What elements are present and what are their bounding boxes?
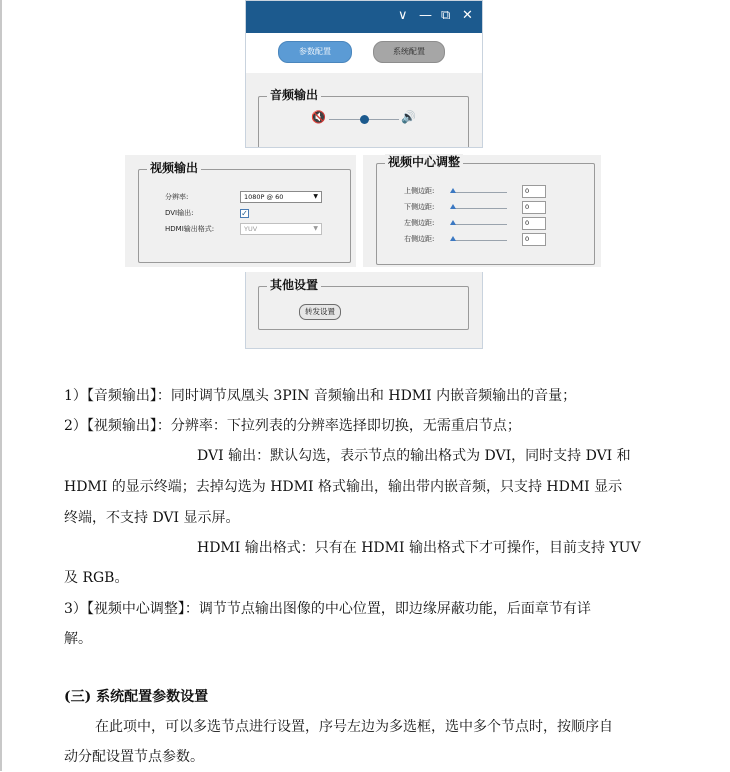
doc-line-9: 解。 <box>64 631 92 647</box>
top-margin-knob[interactable] <box>450 188 456 193</box>
doc-line-1: 1）【音频输出】：同时调节凤凰头 3PIN 音频输出和 HDMI 内嵌音频输出的音量； <box>64 388 577 404</box>
center-adjust-title: 视频中心调整 <box>385 154 463 170</box>
dropdown-arrow-icon: ▼ <box>313 193 318 200</box>
top-margin-label: 上侧边距: <box>404 187 435 195</box>
section-heading: (三) 系统配置参数设置 <box>64 689 209 705</box>
tab-param-config[interactable]: 参数配置 <box>278 41 352 63</box>
audio-output-group <box>258 88 469 148</box>
left-margin-label: 左侧边距: <box>404 219 435 227</box>
resolution-select[interactable] <box>240 191 322 203</box>
top-margin-input[interactable]: 0 <box>522 185 546 198</box>
dvi-output-label: DVI输出: <box>165 209 194 217</box>
dvi-output-checkbox[interactable]: ✓ <box>241 209 248 218</box>
doc-para-line-2: 动分配设置节点参数。 <box>64 749 204 765</box>
doc-line-6: HDMI 输出格式：只有在 HDMI 输出格式下才可操作，目前支持 YUV <box>197 540 641 556</box>
other-settings-title: 其他设置 <box>267 277 321 293</box>
restore-icon[interactable]: ⧉ <box>441 8 451 23</box>
video-output-title: 视频输出 <box>147 160 201 176</box>
chevron-down-icon[interactable]: ∨ <box>398 8 408 23</box>
audio-output-title: 音频输出 <box>267 87 321 103</box>
hdmi-format-select[interactable] <box>240 223 322 235</box>
doc-line-2: 2）【视频输出】：分辨率：下拉列表的分辨率选择即切换，无需重启节点； <box>64 418 521 434</box>
bottom-margin-slider[interactable] <box>451 208 507 209</box>
close-icon[interactable]: ✕ <box>462 8 473 23</box>
page-edge <box>0 0 2 771</box>
doc-line-8: 3）【视频中心调整】：调节节点输出图像的中心位置，即边缘屏蔽功能，后面章节有详 <box>64 601 591 617</box>
right-margin-label: 右侧边距: <box>404 235 435 243</box>
doc-line-3: DVI 输出：默认勾选，表示节点的输出格式为 DVI，同时支持 DVI 和 <box>197 448 631 464</box>
video-output-group <box>138 161 351 263</box>
bottom-margin-input[interactable]: 0 <box>522 201 546 214</box>
mute-icon[interactable]: 🔇 <box>311 110 326 124</box>
hdmi-format-value: YUV <box>244 225 258 233</box>
minimize-icon[interactable]: — <box>419 8 432 23</box>
center-adjust-panel <box>363 155 601 267</box>
forward-settings-button[interactable]: 转发设置 <box>299 304 341 320</box>
tab-row <box>246 33 482 73</box>
doc-line-5: 终端，不支持 DVI 显示屏。 <box>64 510 240 526</box>
volume-icon[interactable]: 🔊 <box>401 110 416 124</box>
config-window <box>245 0 483 148</box>
other-settings-window <box>245 272 483 349</box>
other-settings-group <box>258 278 469 330</box>
right-margin-knob[interactable] <box>450 236 456 241</box>
tab-system-config[interactable]: 系统配置 <box>373 41 445 63</box>
right-margin-slider[interactable] <box>451 240 507 241</box>
doc-line-4: HDMI 的显示终端；去掉勾选为 HDMI 格式输出，输出带内嵌音频，只支持 HDMI 显示 <box>64 479 623 495</box>
center-adjust-group <box>376 155 595 265</box>
bottom-margin-knob[interactable] <box>450 204 456 209</box>
top-margin-slider[interactable] <box>451 192 507 193</box>
left-margin-knob[interactable] <box>450 220 456 225</box>
right-margin-input[interactable]: 0 <box>522 233 546 246</box>
resolution-label: 分辨率: <box>165 193 189 201</box>
left-margin-slider[interactable] <box>451 224 507 225</box>
bottom-margin-label: 下侧边距: <box>404 203 435 211</box>
title-bar <box>246 1 482 33</box>
resolution-value: 1080P @ 60 <box>244 193 284 201</box>
dropdown-arrow-icon: ▼ <box>313 225 318 232</box>
doc-para-line-1: 在此项中，可以多选节点进行设置，序号左边为多选框，选中多个节点时，按顺序自 <box>95 719 613 735</box>
doc-line-7: 及 RGB。 <box>64 570 129 586</box>
hdmi-format-label: HDMI输出格式: <box>165 225 215 233</box>
volume-slider-knob[interactable] <box>360 115 369 124</box>
left-margin-input[interactable]: 0 <box>522 217 546 230</box>
video-output-panel <box>125 155 356 267</box>
